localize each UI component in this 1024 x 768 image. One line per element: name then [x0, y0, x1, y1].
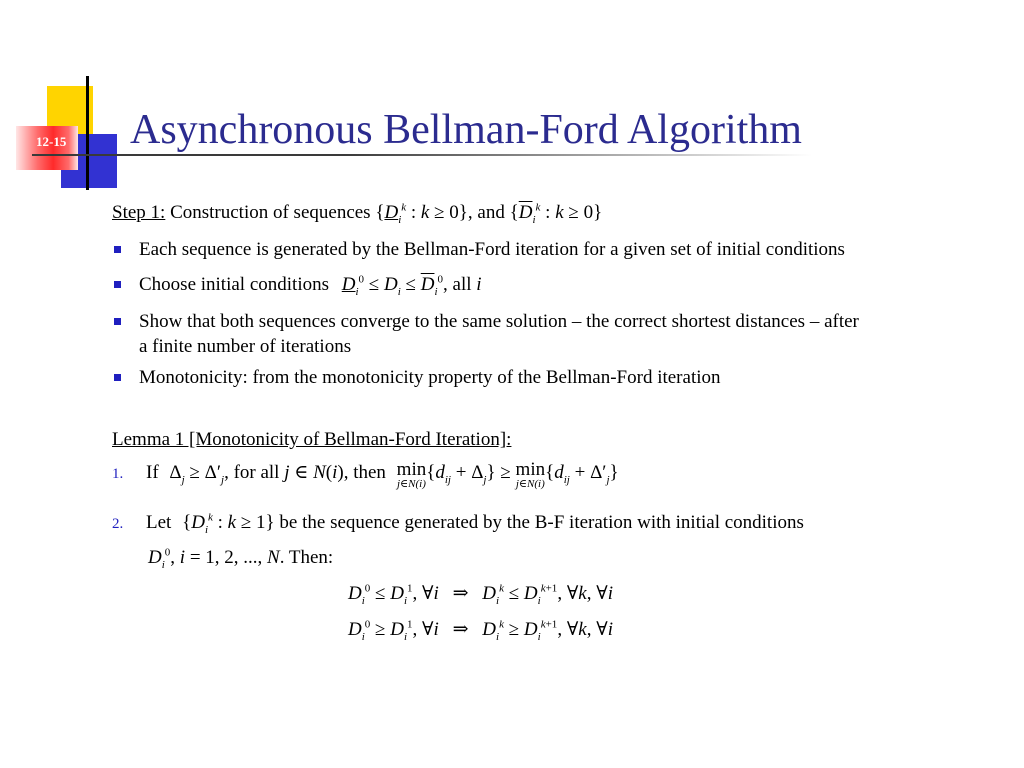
page-title: Asynchronous Bellman-Ford Algorithm: [130, 107, 802, 153]
min-operator: min j∈N(i): [515, 459, 546, 490]
lemma-item-1: If $\Delta_j \ge \Delta'_j$, for all j ∈ N(i), then min j∈N(i) $\{d_{ij} + \Delta_j\} \ge \min$ j∈N(i) $\{d_{ij} + \Delta'_j\}$: [146, 459, 619, 490]
lemma-let: Let: [146, 512, 172, 533]
step1-sep: , and: [467, 202, 505, 223]
step1-seq-a: {$D_i^k$ : k ≥ 0}: [375, 201, 468, 226]
lemma-item-2: [146, 511, 804, 535]
lemma-item2-text: be the sequence generated by the B-F iteration with initial conditions: [279, 512, 804, 533]
lemma-membership: j ∈ N(i): [284, 462, 344, 483]
lemma-item-number: 1.: [112, 466, 124, 482]
lemma-item-2-continuation: [148, 546, 333, 570]
step1-label: Step 1:: [112, 202, 166, 223]
min-operator: min j∈N(i): [396, 459, 427, 490]
step1-text: Construction of sequences: [170, 202, 371, 223]
bullet-item-continuation: a finite number of iterations: [139, 336, 352, 357]
bullet-tail: , all: [443, 274, 472, 295]
then-text: . Then:: [279, 547, 334, 568]
initial-conditions-formula: $D_i^0 \le D_i \le \overline{D}_i^0$: [341, 273, 444, 298]
bullet-item: Show that both sequences converge to the same solution – the correct shortest distances – after: [139, 311, 859, 332]
bullet-item: Monotonicity: from the monotonicity property of the Bellman-Ford iteration: [139, 367, 721, 388]
decor-vertical-line: [86, 76, 89, 190]
bullet-marker: [114, 281, 121, 288]
lemma-if: If: [146, 462, 159, 483]
monotonicity-formula-1: $D_i^0 \le D_i^1$, ∀i ⇒ $D_i^k \le D_i^{k+1}$, ∀k, ∀i: [348, 582, 613, 607]
bullet-item: Each sequence is generated by the Bellman-Ford iteration for a given set of initial conditions: [139, 239, 845, 260]
lemma-item-number: 2.: [112, 516, 124, 532]
monotonicity-formula-2: $D_i^0 \ge D_i^1$, ∀i ⇒ $D_i^k \ge D_i^{k+1}$, ∀k, ∀i: [348, 618, 613, 643]
lemma-forall: , for all: [224, 462, 280, 483]
slide-number: 12-15: [36, 134, 67, 149]
lemma-then: , then: [343, 462, 386, 483]
lemma-sequence: {$D_i^k$ : k ≥ 1}: [182, 511, 275, 536]
bullet-var: i: [476, 274, 482, 295]
bullet-text: Choose initial conditions: [139, 274, 329, 295]
initial-condition-formula: $D_i^0$, i = 1, 2, ..., N: [148, 546, 280, 571]
bullet-marker: [114, 374, 121, 381]
bullet-marker: [114, 318, 121, 325]
step1-line: [112, 201, 602, 225]
bullet-item: [139, 273, 482, 297]
lemma-heading: Lemma 1 [Monotonicity of Bellman-Ford Iteration]:: [112, 429, 512, 450]
step1-seq-b: {$\overline{D}_i^k$ : k ≥ 0}: [509, 201, 603, 226]
lemma-condition: $\Delta_j \ge \Delta'_j$: [169, 462, 225, 486]
bullet-marker: [114, 246, 121, 253]
